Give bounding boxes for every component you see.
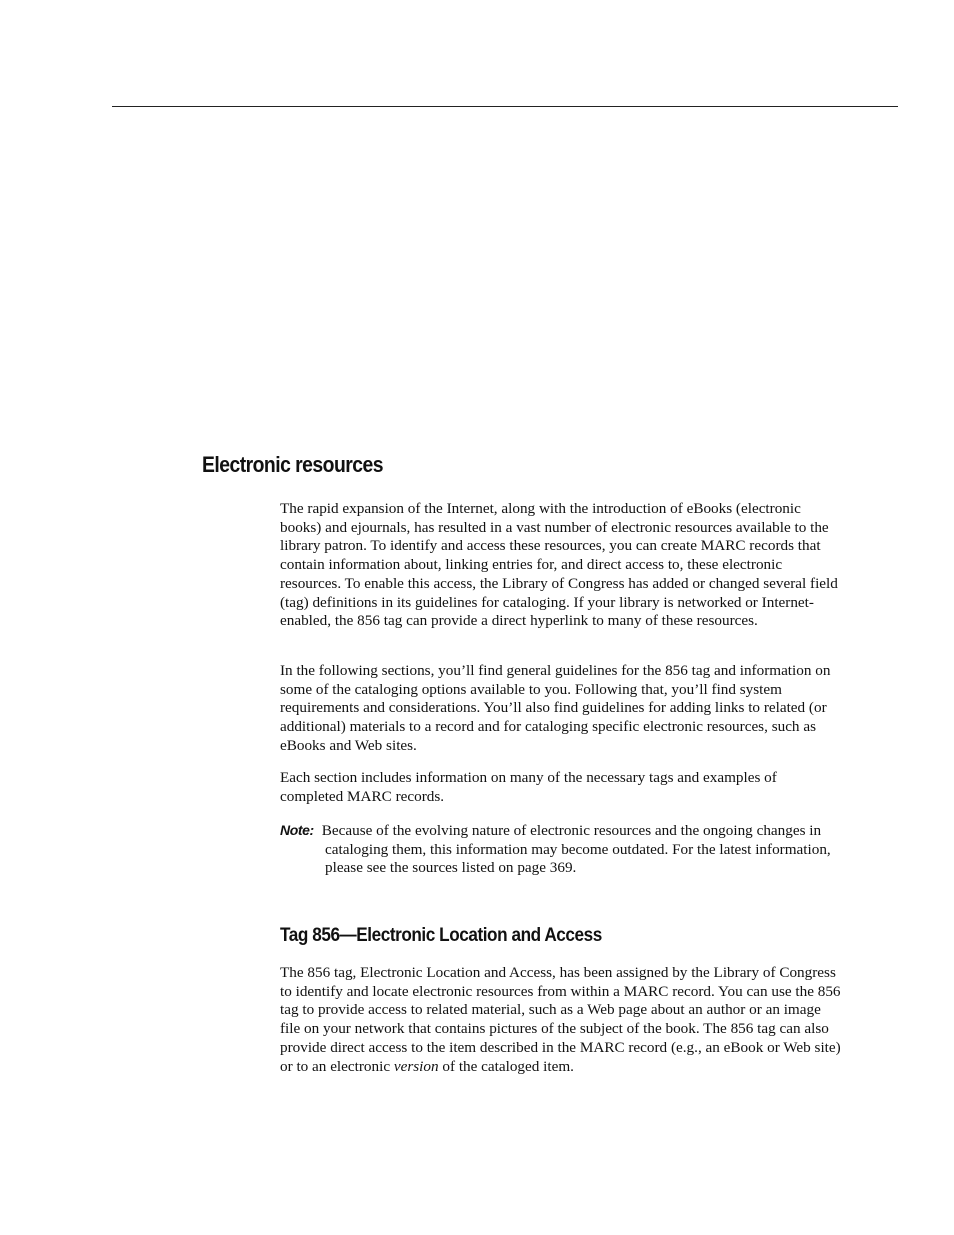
paragraph-tag-856-text: The 856 tag, Electronic Location and Access, has been assigned by the Library of Congress to identify and locate electronic resources from within a MARC record. You can use the 856 tag to provide access to related material, such as a Web page about an author or an image file on your network that contains pictures of the subject of the book. The 856 tag can also provide direct access to the item described in the MARC record (e.g., an eBook or Web site) or to an electronic [280,964,841,1075]
note-text: Because of the evolving nature of electronic resources and the ongoing changes in cataloging them, this information may become outdated. For the latest information, please see the sources listed on page 369. [321,822,831,877]
subsection-title: Tag 856—Electronic Location and Access [280,924,602,946]
paragraph-sections-overview: In the following sections, you’ll find general guidelines for the 856 tag and information on some of the cataloging options available to you. Following that, you’ll find system requirements and considerations. You’ll also find guidelines for adding links to related (or additional) materials to a record and for cataloging specific electronic resources, such as eBooks and Web sites. [280,662,831,754]
paragraph-tag-856-emphasis: version [393,1057,439,1075]
paragraph-section-contents: Each section includes information on many of the necessary tags and examples of completed MARC records. [280,769,777,805]
note-block [280,821,840,878]
paragraph-intro: The rapid expansion of the Internet, along with the introduction of eBooks (electronic books) and ejournals, has resulted in a vast number of electronic resources available to the library patron. To identify and access these resources, you can create MARC records that contain information about, linking entries for, and direct access to, these electronic resources. To enable this access, the Library of Congress has added or changed several field (tag) definitions in its guidelines for cataloging. If your library is networked or Internet-enabled, the 856 tag can provide a direct hyperlink to many of these resources. [280,500,838,630]
header-rule [112,106,898,107]
section-title: Electronic resources [202,452,383,477]
paragraph-tag-856-end: of the cataloged item. [438,1057,574,1075]
note-label: Note: [280,822,314,838]
paragraph-tag-856 [280,964,842,1076]
